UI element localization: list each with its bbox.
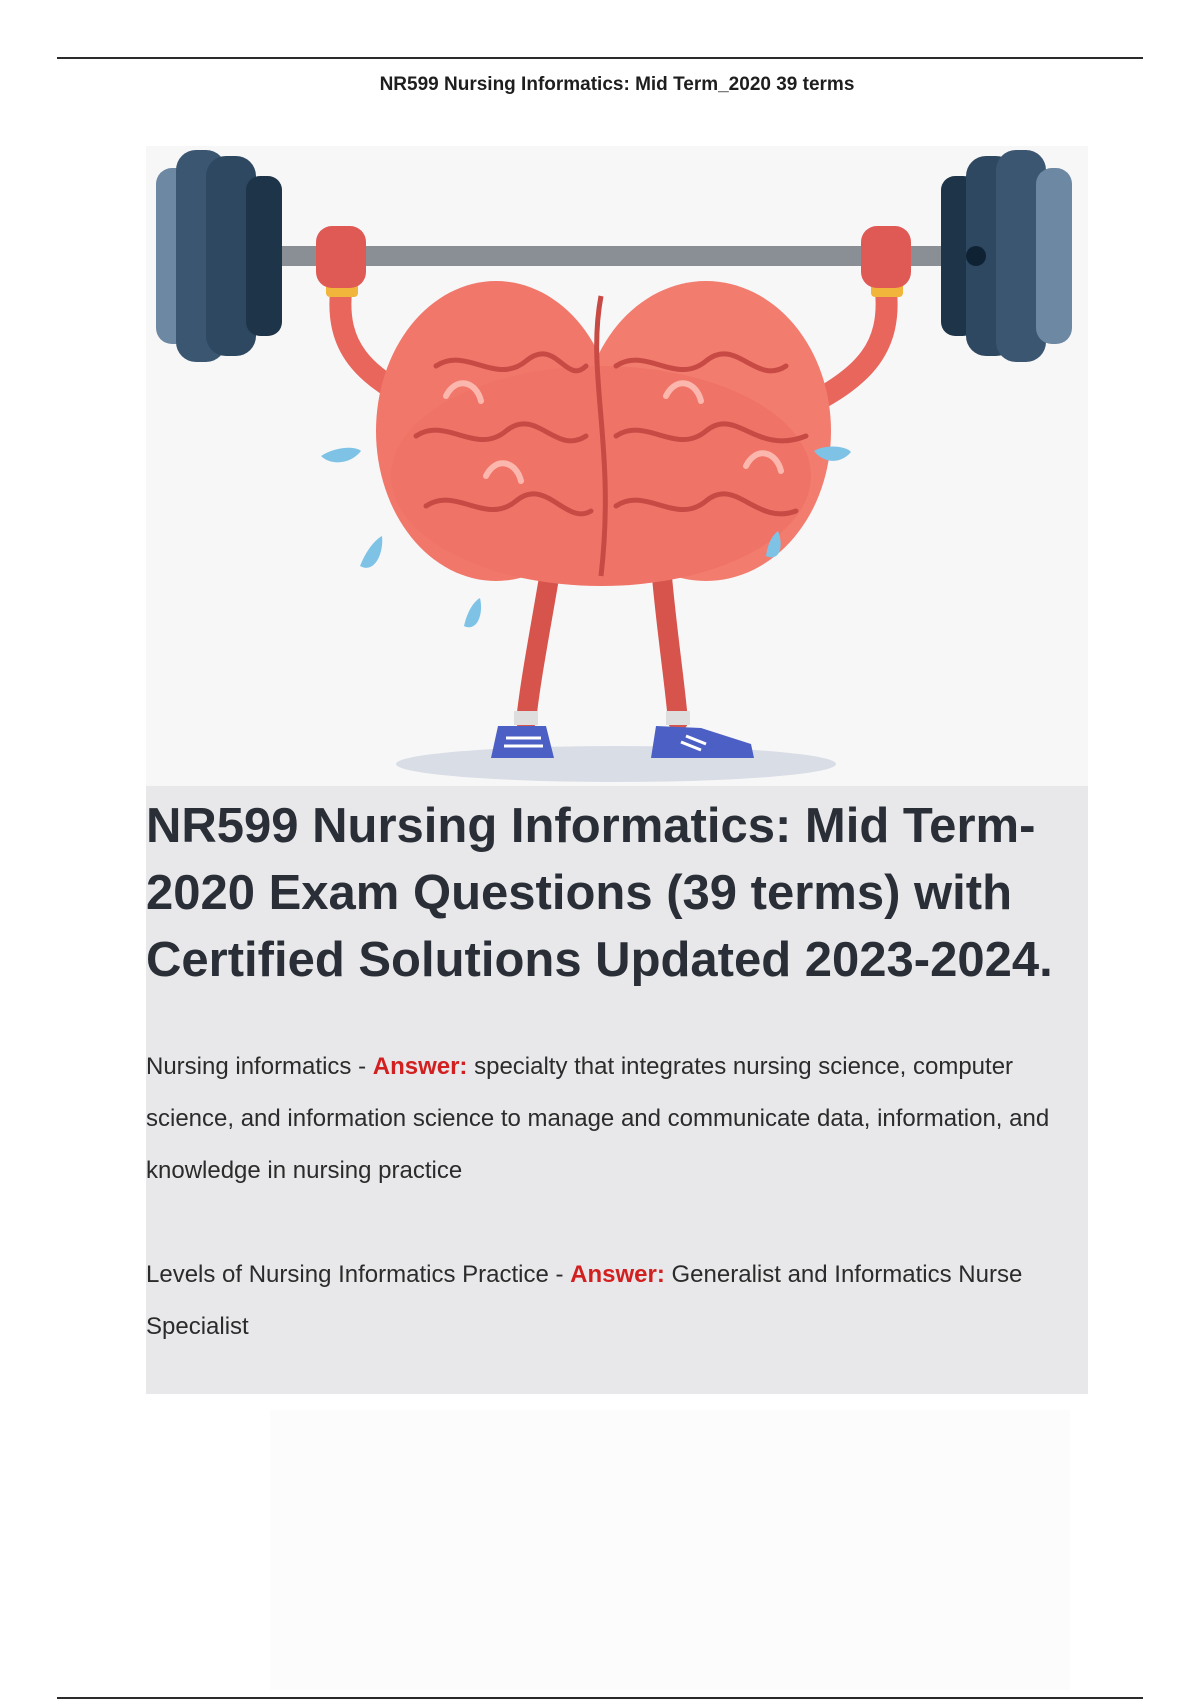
bottom-rule xyxy=(57,1697,1143,1699)
qa-item xyxy=(146,1041,1088,1197)
ground-shadow xyxy=(396,746,836,782)
qa-term: Nursing informatics - xyxy=(146,1053,367,1080)
answer-label: Answer: xyxy=(372,1053,468,1080)
page-header-title: NR599 Nursing Informatics: Mid Term_2020 39 terms xyxy=(379,74,855,95)
right-weight-plates xyxy=(941,150,1072,362)
content-panel xyxy=(146,146,1088,1394)
qa-term: Levels of Nursing Informatics Practice - xyxy=(146,1261,564,1288)
blank-area xyxy=(270,1410,1070,1690)
left-fist xyxy=(316,226,366,288)
left-weight-plates xyxy=(156,150,282,362)
right-leg xyxy=(661,566,678,721)
qa-answer: Generalist and Informatics Nurse Specialist xyxy=(146,1261,1023,1340)
document-title: NR599 Nursing Informatics: Mid Term-2020 Exam Questions (39 terms) with Certified Solutions Updated 2023-2024. xyxy=(146,799,1053,987)
left-leg xyxy=(526,566,551,721)
qa-item xyxy=(146,1249,1088,1353)
top-rule xyxy=(57,57,1143,59)
left-sneaker-icon xyxy=(491,726,554,758)
brain-lifting-barbell-illustration xyxy=(146,146,1088,786)
brain-icon xyxy=(376,281,831,586)
right-fist xyxy=(861,226,911,288)
answer-label: Answer: xyxy=(570,1261,665,1288)
qa-answer: specialty that integrates nursing science, computer science, and information science to manage and communicate data, information, and knowledge in nursing practice xyxy=(146,1053,1050,1184)
